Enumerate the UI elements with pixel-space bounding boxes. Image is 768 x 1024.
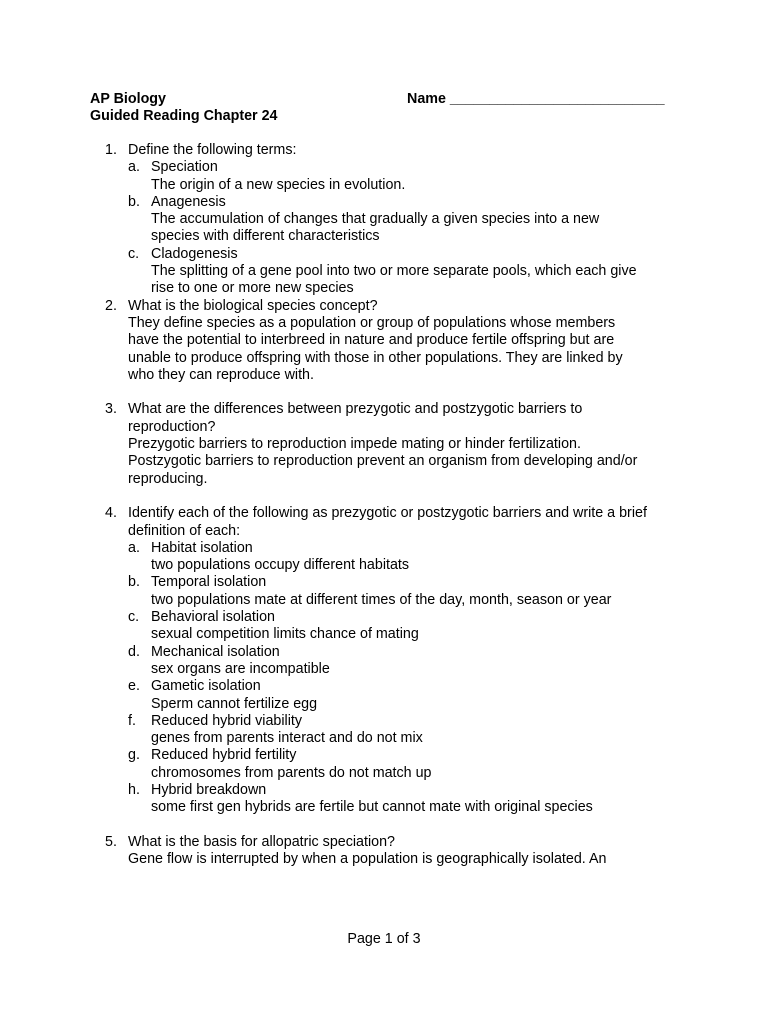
question-prompt: What is the basis for allopatric speciation? xyxy=(128,833,396,850)
text-line xyxy=(0,263,768,280)
question-prompt: Define the following terms: xyxy=(128,142,297,158)
question-answer: have the potential to interbreed in nature and produce fertile offspring but are xyxy=(128,332,615,349)
course-title: AP Biology xyxy=(90,91,166,107)
sub-item-marker: b. xyxy=(128,574,140,591)
blank-line xyxy=(0,817,768,834)
sub-item-term: Mechanical isolation xyxy=(151,643,280,660)
text-line xyxy=(0,696,768,713)
sub-item-answer: species with different characteristics xyxy=(151,228,380,245)
question-answer: Prezygotic barriers to reproduction impede mating or hinder fertilization. xyxy=(128,436,581,453)
text-line xyxy=(0,523,768,540)
text-line xyxy=(0,834,768,851)
sub-item-answer: rise to one or more new species xyxy=(151,280,354,297)
sub-item-marker: g. xyxy=(128,747,140,764)
sub-item-answer: Sperm cannot fertilize egg xyxy=(151,695,318,712)
question-prompt: Identify each of the following as prezygotic or postzygotic barriers and write a brief xyxy=(128,505,647,522)
text-line xyxy=(0,644,768,661)
text-line xyxy=(0,574,768,591)
text-line xyxy=(0,730,768,747)
sub-item-term: Gametic isolation xyxy=(151,678,261,695)
name-field-label: Name ___________________________ xyxy=(407,91,665,107)
sub-item-answer: The origin of a new species in evolution. xyxy=(151,176,406,193)
sub-item-term: Hybrid breakdown xyxy=(151,781,267,798)
sub-item-answer: The accumulation of changes that gradually a given species into a new xyxy=(151,211,600,228)
text-line xyxy=(0,401,768,418)
blank-line xyxy=(0,384,768,401)
question-answer: unable to produce offspring with those in other populations. They are linked by xyxy=(128,349,623,366)
text-line xyxy=(0,211,768,228)
sub-item-term: Anagenesis xyxy=(151,193,226,210)
sub-item-marker: d. xyxy=(128,643,140,660)
text-line xyxy=(0,661,768,678)
text-line xyxy=(0,350,768,367)
question-prompt: reproduction? xyxy=(128,418,216,435)
sub-item-marker: a. xyxy=(128,539,140,556)
question-number: 1. xyxy=(105,142,117,158)
question-prompt: definition of each: xyxy=(128,522,241,539)
text-line xyxy=(0,142,768,159)
text-line xyxy=(0,609,768,626)
sub-item-term: Speciation xyxy=(151,159,218,176)
sub-item-term: Reduced hybrid viability xyxy=(151,712,302,729)
question-number: 5. xyxy=(105,833,117,850)
question-prompt: What are the differences between prezygotic and postzygotic barriers to xyxy=(128,401,583,418)
text-line xyxy=(0,851,768,868)
sub-item-marker: f. xyxy=(128,712,136,729)
sub-item-term: Habitat isolation xyxy=(151,539,253,556)
question-1 xyxy=(0,142,768,298)
question-prompt: What is the biological species concept? xyxy=(128,297,378,314)
text-line xyxy=(0,367,768,384)
sub-item-answer: The splitting of a gene pool into two or more separate pools, which each give xyxy=(151,263,637,280)
text-line xyxy=(0,280,768,297)
header-left xyxy=(90,91,277,126)
sub-item-marker: h. xyxy=(128,781,140,798)
sub-item-marker: e. xyxy=(128,678,140,695)
text-line xyxy=(0,505,768,522)
sub-item-term: Behavioral isolation xyxy=(151,609,275,626)
sub-item-marker: c. xyxy=(128,609,140,626)
text-line xyxy=(0,540,768,557)
blank-line xyxy=(0,488,768,505)
text-line xyxy=(0,419,768,436)
sub-item-answer: genes from parents interact and do not mix xyxy=(151,730,423,747)
text-line xyxy=(0,453,768,470)
text-line xyxy=(0,177,768,194)
question-answer: Gene flow is interrupted by when a population is geographically isolated. An xyxy=(128,851,607,868)
text-line xyxy=(0,246,768,263)
page-number: Page 1 of 3 xyxy=(347,931,421,947)
text-line xyxy=(0,765,768,782)
question-answer: Postzygotic barriers to reproduction prevent an organism from developing and/or xyxy=(128,453,638,470)
sub-item-term: Reduced hybrid fertility xyxy=(151,747,297,764)
text-line xyxy=(0,747,768,764)
text-line xyxy=(0,592,768,609)
text-line xyxy=(0,159,768,176)
text-line xyxy=(0,436,768,453)
sub-item-answer: sexual competition limits chance of mating xyxy=(151,626,419,643)
sub-item-answer: some first gen hybrids are fertile but cannot mate with original species xyxy=(151,799,593,816)
question-4 xyxy=(0,505,768,816)
sub-item-term: Temporal isolation xyxy=(151,574,267,591)
question-answer: reproducing. xyxy=(128,470,208,487)
question-number: 3. xyxy=(105,401,117,418)
text-line xyxy=(0,194,768,211)
sub-item-answer: chromosomes from parents do not match up xyxy=(151,764,432,781)
text-line xyxy=(0,678,768,695)
text-line xyxy=(0,713,768,730)
sub-item-answer: sex organs are incompatible xyxy=(151,660,330,677)
reading-title: Guided Reading Chapter 24 xyxy=(90,108,278,125)
text-line xyxy=(0,315,768,332)
sub-item-term: Cladogenesis xyxy=(151,245,238,262)
sub-item-answer: two populations mate at different times of the day, month, season or year xyxy=(151,591,612,608)
text-line xyxy=(0,799,768,816)
question-5 xyxy=(0,834,768,869)
question-2 xyxy=(0,298,768,384)
question-3 xyxy=(0,401,768,487)
question-list xyxy=(0,142,768,868)
text-line xyxy=(0,557,768,574)
text-line xyxy=(0,332,768,349)
text-line xyxy=(0,298,768,315)
sub-item-answer: two populations occupy different habitats xyxy=(151,557,410,574)
question-number: 4. xyxy=(105,505,117,522)
question-answer: They define species as a population or group of populations whose members xyxy=(128,314,616,331)
text-line xyxy=(0,228,768,245)
sub-item-marker: c. xyxy=(128,245,140,262)
sub-item-marker: a. xyxy=(128,159,140,176)
question-answer: who they can reproduce with. xyxy=(128,366,314,383)
text-line xyxy=(0,626,768,643)
text-line xyxy=(0,782,768,799)
question-number: 2. xyxy=(105,297,117,314)
sub-item-marker: b. xyxy=(128,193,140,210)
text-line xyxy=(0,471,768,488)
